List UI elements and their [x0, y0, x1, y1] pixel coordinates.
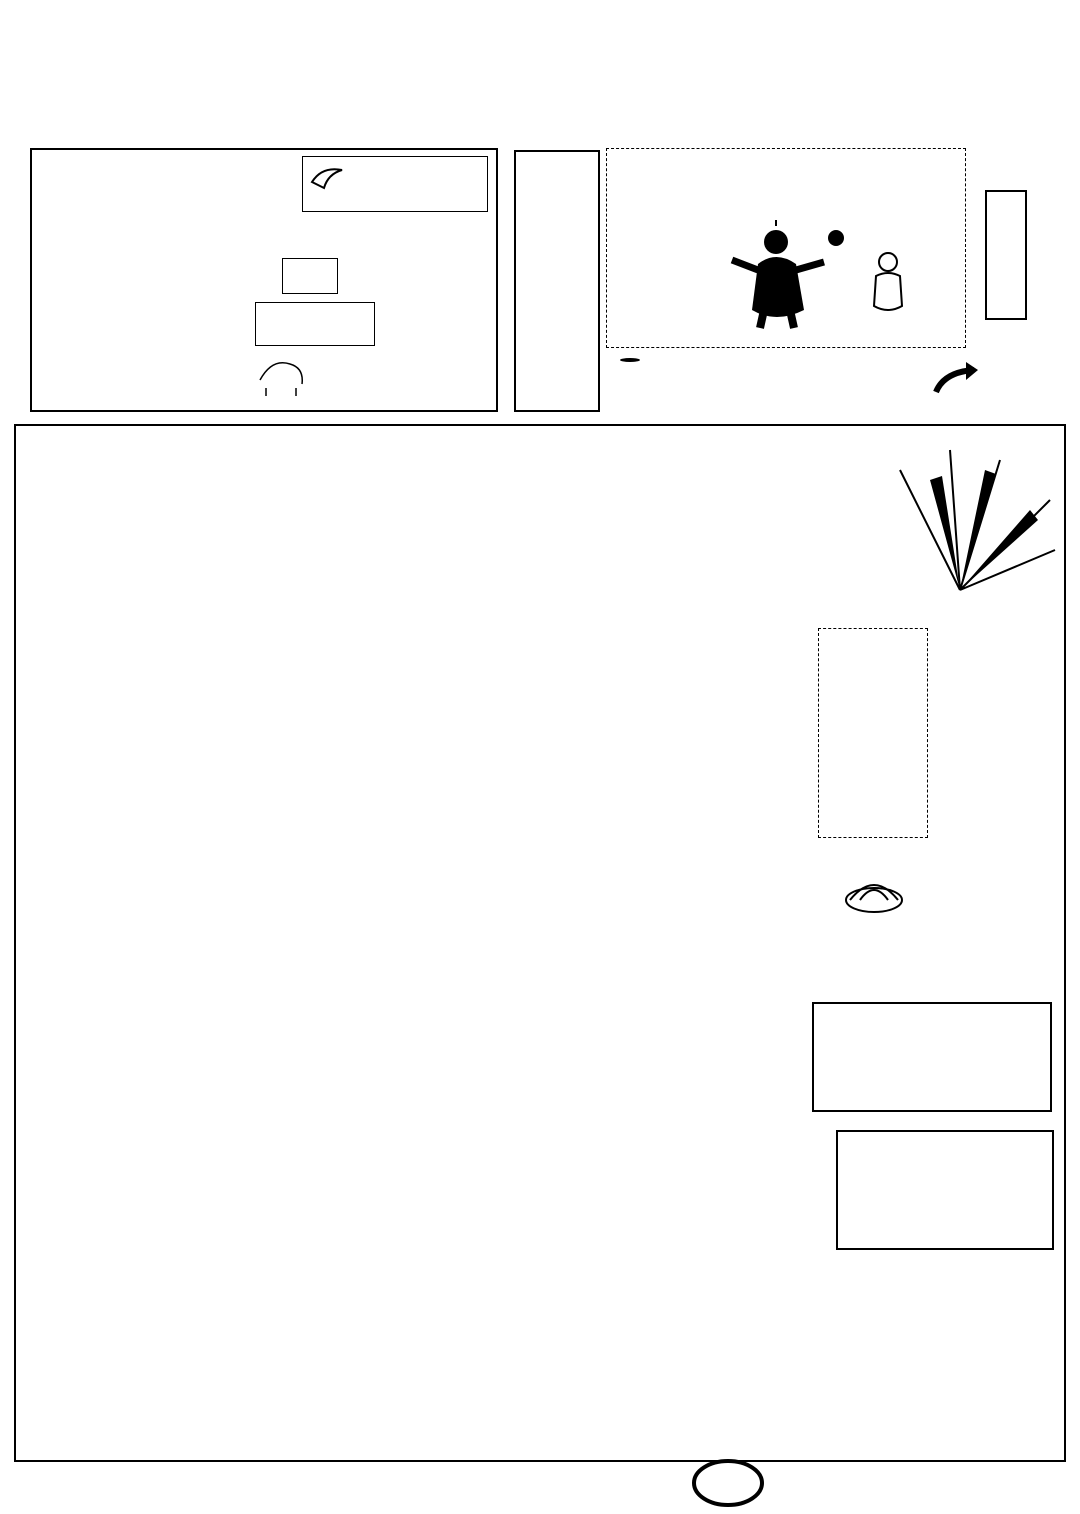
right-box2 — [836, 1130, 1054, 1250]
meet-char — [620, 358, 640, 362]
right-box1 — [812, 1002, 1052, 1112]
left-numbers — [40, 372, 240, 404]
flat-zone-box — [255, 302, 375, 346]
sign-box — [282, 258, 338, 294]
humor-title — [498, 1372, 508, 1390]
arrow-icon — [930, 362, 980, 402]
teletubby-small — [868, 250, 908, 320]
logo-icon — [310, 164, 344, 192]
teletubby-figure — [724, 220, 854, 330]
horse-sketch — [252, 350, 312, 400]
fan-graphic — [890, 440, 1060, 630]
stamp-seal — [690, 1458, 766, 1508]
right-vertical-box — [985, 190, 1027, 320]
poem-box — [514, 150, 600, 412]
flower-icon — [842, 876, 906, 916]
sd-king-box — [818, 628, 928, 838]
